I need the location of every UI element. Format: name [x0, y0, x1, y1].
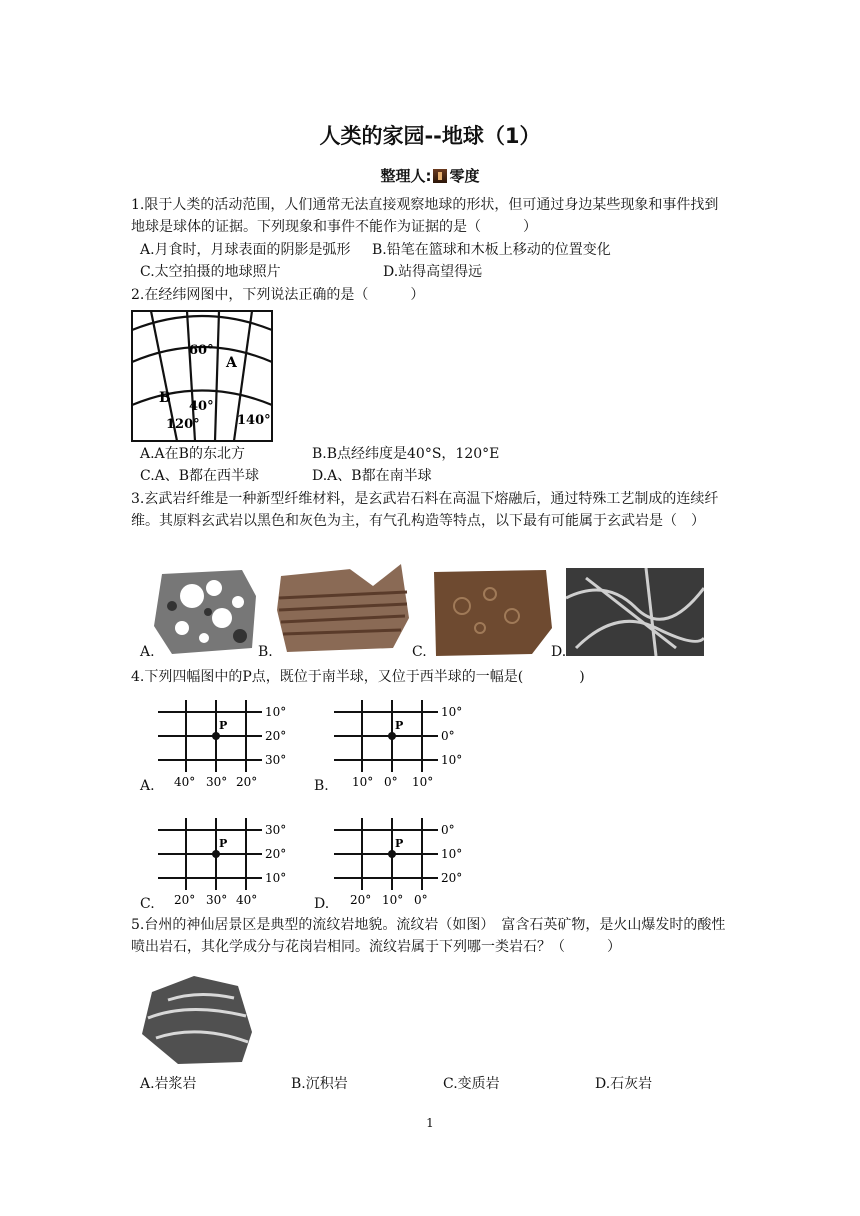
q3-label-d: D. — [551, 644, 567, 660]
q4-c-lon-3: 40° — [236, 893, 258, 907]
q5-option-d: D.石灰岩 — [595, 1076, 653, 1092]
q2-lat-60-label: 60° — [189, 343, 214, 358]
q2-lat-40-label: 40° — [189, 399, 214, 414]
q2-stem: 2.在经纬网图中，下列说法正确的是（ ） — [131, 287, 425, 303]
q5-option-c: C.变质岩 — [443, 1076, 500, 1092]
rock-image-d — [566, 568, 704, 656]
q4-c-point-p: P — [219, 837, 228, 850]
q4-a-point-p: P — [219, 719, 228, 732]
q4-b-lat-3: 10° — [441, 753, 463, 767]
q4-label-a: A. — [140, 778, 155, 794]
q3-label-c: C. — [412, 644, 427, 660]
q3-label-a: A. — [140, 644, 155, 660]
q4-d-lon-2: 10° — [382, 893, 404, 907]
page-title: 人类的家园--地球（1） — [319, 124, 541, 148]
q1-option-a: A.月食时，月球表面的阴影是弧形 — [140, 242, 351, 258]
q4-d-lat-1: 0° — [441, 823, 455, 837]
q1-stem: 1.限于人类的活动范围，人们通常无法直接观察地球的形状，但可通过身边某些现象和事件找到地球是球体的证据。下列现象和事件不能作为证据的是（ ） — [131, 197, 719, 235]
q1-option-c: C.太空拍摄的地球照片 — [140, 264, 281, 280]
rock-image-b — [273, 558, 413, 658]
q4-c-lat-1: 30° — [265, 823, 287, 837]
q4-grid-c — [150, 814, 300, 910]
q4-b-lat-1: 10° — [441, 705, 463, 719]
q4-d-lat-3: 20° — [441, 871, 463, 885]
q2-option-b: B.B点经纬度是40°S，120°E — [312, 446, 500, 462]
q4-grid-b — [326, 696, 476, 792]
rock-image-c — [428, 566, 554, 658]
q2-option-d: D.A、B都在南半球 — [312, 468, 432, 484]
q2-option-c: C.A、B都在西半球 — [140, 468, 260, 484]
compiler-label: 整理人: — [380, 167, 432, 185]
compiler-name: 零度 — [449, 167, 480, 185]
q4-a-lat-2: 20° — [265, 729, 287, 743]
q4-grid-a — [150, 696, 300, 792]
compiler-avatar-icon — [433, 169, 447, 183]
q5-option-a: A.岩浆岩 — [140, 1076, 197, 1092]
q4-a-lon-3: 20° — [236, 775, 258, 789]
q4-d-lon-3: 0° — [414, 893, 428, 907]
q3-stem: 3.玄武岩纤维是一种新型纤维材料，是玄武岩石料在高温下熔融后，通过特殊工艺制成的连续纤维。其原料玄武岩以黑色和灰色为主，有气孔构造等特点，以下最有可能属于玄武岩是（ ） — [131, 491, 719, 529]
q4-c-lon-2: 30° — [206, 893, 228, 907]
q4-grid-d — [326, 814, 476, 910]
q4-c-lat-3: 10° — [265, 871, 287, 885]
q2-lon-120-label: 120° — [166, 417, 200, 432]
q2-point-a-label: A — [226, 355, 237, 371]
q4-label-b: B. — [314, 778, 329, 794]
q2-lat-lon-figure — [131, 310, 273, 442]
q2-option-a: A.A在B的东北方 — [140, 446, 245, 462]
rock-image-a — [152, 566, 260, 656]
q1-option-d: D.站得高望得远 — [383, 264, 483, 280]
compiler-line — [0, 165, 860, 186]
rhyolite-rock-image — [138, 972, 256, 1068]
q4-d-lon-1: 20° — [350, 893, 372, 907]
q4-d-point-p: P — [395, 837, 404, 850]
q2-lon-140-label: 140° — [237, 413, 271, 428]
q4-b-lon-2: 0° — [384, 775, 398, 789]
q4-c-lon-1: 20° — [174, 893, 196, 907]
q4-a-lat-3: 30° — [265, 753, 287, 767]
q4-label-c: C. — [140, 896, 155, 912]
q4-a-lat-1: 10° — [265, 705, 287, 719]
q4-a-lon-1: 40° — [174, 775, 196, 789]
q4-d-lat-2: 10° — [441, 847, 463, 861]
q4-label-d: D. — [314, 896, 330, 912]
q4-b-lon-3: 10° — [412, 775, 434, 789]
page-number: 1 — [426, 1116, 434, 1130]
q2-point-b-label: B — [159, 390, 171, 406]
q4-a-lon-2: 30° — [206, 775, 228, 789]
q4-c-lat-2: 20° — [265, 847, 287, 861]
q4-b-point-p: P — [395, 719, 404, 732]
q3-label-b: B. — [258, 644, 273, 660]
q4-stem: 4.下列四幅图中的P点，既位于南半球，又位于西半球的一幅是( ) — [131, 669, 585, 685]
q5-stem: 5.台州的神仙居景区是典型的流纹岩地貌。流纹岩（如图） 富含石英矿物，是火山爆发时的酸性喷出岩石，其化学成分与花岗岩相同。流纹岩属于下列哪一类岩石？（ ） — [131, 917, 726, 955]
q5-option-b: B.沉积岩 — [291, 1076, 348, 1092]
q4-b-lon-1: 10° — [352, 775, 374, 789]
q1-option-b: B.铅笔在篮球和木板上移动的位置变化 — [372, 242, 611, 258]
q4-b-lat-2: 0° — [441, 729, 455, 743]
